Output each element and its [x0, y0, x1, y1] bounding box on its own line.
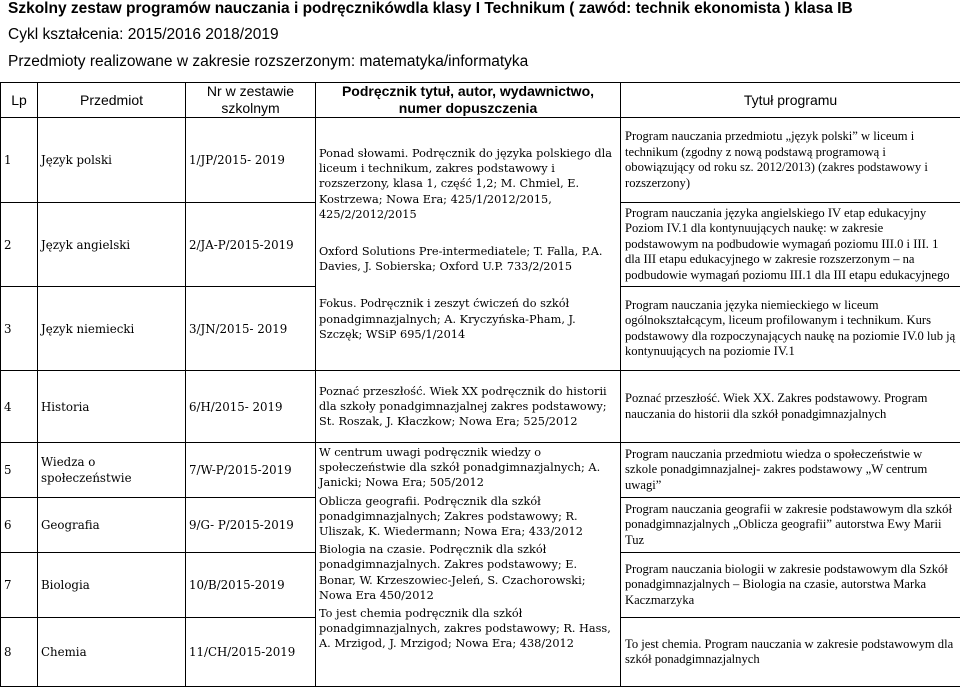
col-header-subject: Przedmiot: [38, 83, 186, 118]
row-nr: 3/JN/2015- 2019: [186, 287, 316, 371]
table-row: [1, 371, 960, 443]
book-chemistry: To jest chemia podręcznik dla szkół ponadgimnazjalnych, zakres podstawowy; R. Hass, A. Mrzigod, J. Mrzigod; Nowa Era; 438/2012: [319, 606, 617, 652]
row-subject: Historia: [38, 371, 186, 443]
row-nr: 10/B/2015-2019: [186, 553, 316, 618]
row-lp: 1: [1, 118, 38, 203]
table-row: [1, 443, 960, 498]
row-nr: 7/W-P/2015-2019: [186, 443, 316, 498]
document-title: Szkolny zestaw programów nauczania i podręcznikówdla klasy I Technikum ( zawód: technik ekonomista ) klasa IB: [8, 0, 853, 18]
row-subject: Język niemiecki: [38, 287, 186, 371]
row-nr: 6/H/2015- 2019: [186, 371, 316, 443]
row-lp: 2: [1, 203, 38, 287]
col-header-book: Podręcznik tytuł, autor, wydawnictwo, numer dopuszczenia: [316, 83, 621, 118]
book-wos: W centrum uwagi podręcznik wiedzy o społeczeństwie dla szkół ponadgimnazjalnych; A. Janicki; Nowa Era; 505/2012: [319, 445, 617, 491]
table-row: [1, 118, 960, 203]
row-subject: Język angielski: [38, 203, 186, 287]
table-header-row: [1, 83, 960, 118]
book-german: Fokus. Podręcznik i zeszyt ćwiczeń do szkół ponadgimnazjalnych; A. Kryczyńska-Pham, J. Szczęk; WSiP 695/1/2014: [319, 296, 617, 342]
row-subject: Chemia: [38, 618, 186, 687]
book-english: Oxford Solutions Pre-intermediatele; T. Falla, P.A. Davies, J. Sobierska; Oxford U.P. 733/2/2015: [319, 244, 617, 274]
row-nr: 2/JA-P/2015-2019: [186, 203, 316, 287]
program-english: Program nauczania języka angielskiego IV etap edukacyjny Poziom IV.1 dla kontynuujących naukę: w zakresie podstawowym na podbudowie wymagań poziomu III.0 i III. 1 dla III etapu edukacyjnego w zakresie rozszerzonym – na podbudowie wymagań poziomu III.1 dla III etapu edukacyjnego: [621, 203, 960, 287]
row-subject: Biologia: [38, 553, 186, 618]
row-lp: 8: [1, 618, 38, 687]
program-wos: Program nauczania przedmiotu wiedza o społeczeństwie w szkole ponadgimnazjalnej- zakres podstawowy „W centrum uwagi”: [621, 443, 960, 498]
language-books-cell: [316, 118, 621, 371]
col-header-program: Tytuł programu: [621, 83, 960, 118]
program-german: Program nauczania języka niemieckiego w liceum ogólnokształcącym, liceum profilowanym i technikum. Kurs podstawowy dla rozpoczynających naukę na poziomie IV.0 lub ją kontynuujących na poziomie IV.1: [621, 287, 960, 371]
program-chemistry: To jest chemia. Program nauczania w zakresie podstawowym dla szkół ponadgimnazjalnych: [621, 618, 960, 687]
curriculum-table: [0, 82, 960, 687]
program-biology: Program nauczania biologii w zakresie podstawowym dla Szkół ponadgimnazjalnych – Biologia na czasie, autorstwa Marka Kaczmarzyka: [621, 553, 960, 618]
program-polish: Program nauczania przedmiotu „język polski” w liceum i technikum (zgodny z nową podstawą programową i obowiązujący od roku sz. 2012/2013) (zakres podstawowy i rozszerzony): [621, 118, 960, 203]
cycle-line: Cykl kształcenia: 2015/2016 2018/2019: [8, 26, 279, 44]
row-lp: 7: [1, 553, 38, 618]
row-lp: 6: [1, 498, 38, 553]
program-history: Poznać przeszłość. Wiek XX. Zakres podstawowy. Program nauczania do historii dla szkół ponadgimnazjalnych: [621, 371, 960, 443]
row-lp: 4: [1, 371, 38, 443]
program-geography: Program nauczania geografii w zakresie podstawowym dla szkół ponadgimnazjalnych „Oblicza geografii” autorstwa Ewy Marii Tuz: [621, 498, 960, 553]
extended-subjects-line: Przedmioty realizowane w zakresie rozszerzonym: matematyka/informatyka: [8, 53, 528, 71]
row-nr: 11/CH/2015-2019: [186, 618, 316, 687]
col-header-lp: Lp: [1, 83, 38, 118]
science-books-cell: [316, 443, 621, 687]
book-geography: Oblicza geografii. Podręcznik dla szkół ponadgimnazjalnych; Zakres podstawowy; R. Uliszak, K. Wiedermann; Nowa Era; 433/2012: [319, 494, 617, 540]
row-nr: 1/JP/2015- 2019: [186, 118, 316, 203]
book-history: Poznać przeszłość. Wiek XX podręcznik do historii dla szkoły ponadgimnazjalnej zakres podstawowy; St. Roszak, J. Kłaczkow; Nowa Era; 525/2012: [316, 371, 621, 443]
row-nr: 9/G- P/2015-2019: [186, 498, 316, 553]
book-biology: Biologia na czasie. Podręcznik dla szkół ponadgimnazjalnych. Zakres podstawowy; E. Bonar, W. Krzeszowiec-Jeleń, S. Czachorowski; Nowa Era 450/2012: [319, 542, 617, 603]
row-lp: 3: [1, 287, 38, 371]
row-subject: Język polski: [38, 118, 186, 203]
col-header-nr: Nr w zestawie szkolnym: [186, 83, 316, 118]
book-polish: Ponad słowami. Podręcznik do języka polskiego dla liceum i technikum, zakres podstawowy i rozszerzony, klasa 1, część 1,2; M. Chmiel, E. Kostrzewa; Nowa Era; 425/1/2012/2015, 425/2/2012/2015: [319, 146, 617, 222]
row-subject: Wiedza o społeczeństwie: [38, 443, 186, 498]
row-subject: Geografia: [38, 498, 186, 553]
row-lp: 5: [1, 443, 38, 498]
